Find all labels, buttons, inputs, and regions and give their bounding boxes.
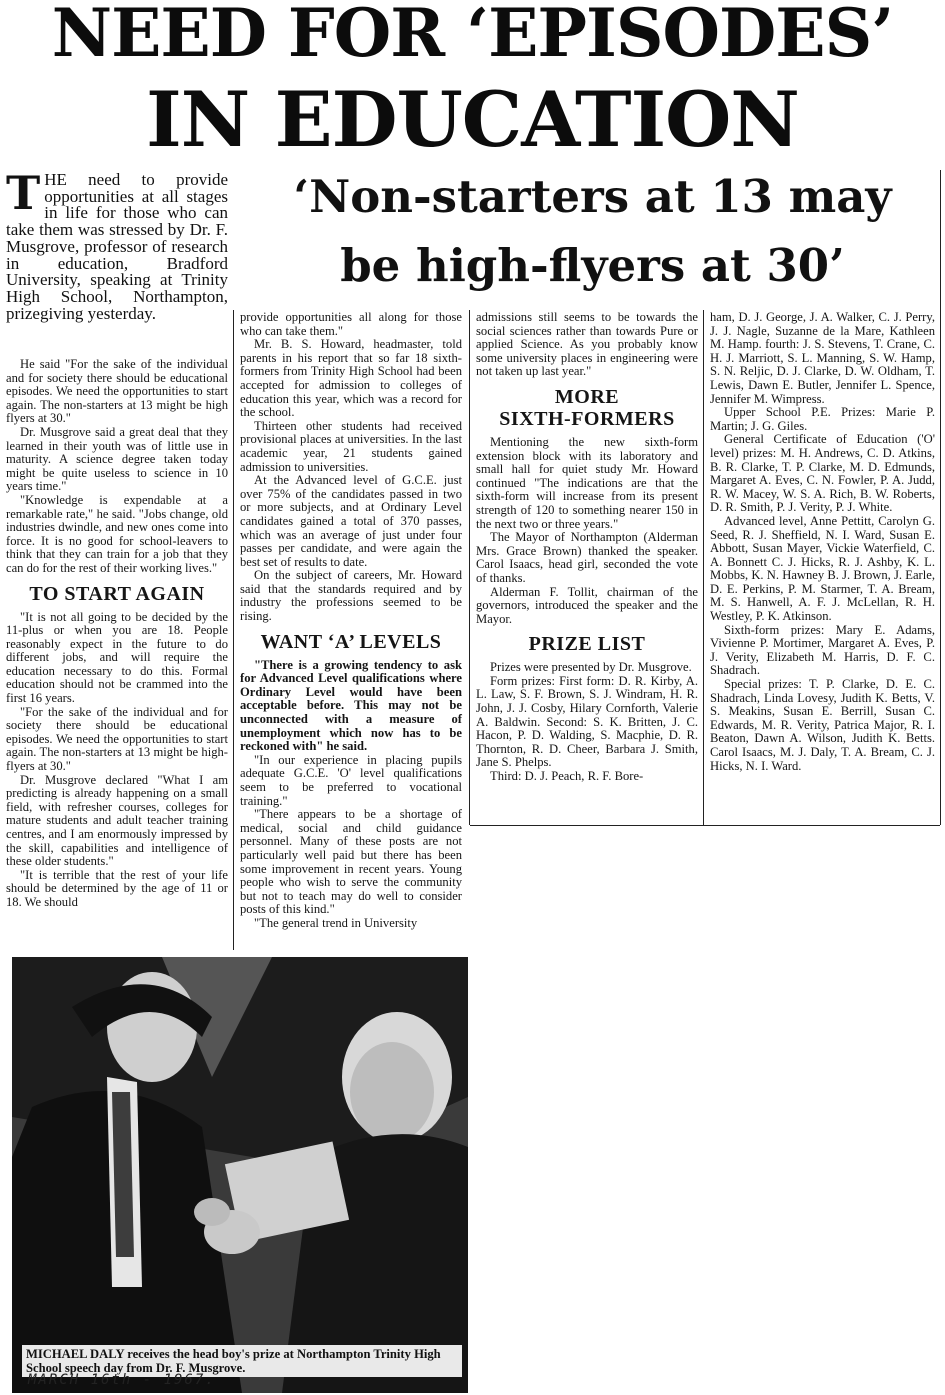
- photo-caption: MICHAEL DALY receives the head boy's prize at Northampton Trinity High School speech day from Dr. F. Musgrove.: [22, 1345, 462, 1377]
- news-photo: [12, 957, 468, 1393]
- handwritten-date: MARCH 16th - 1967.: [28, 1372, 216, 1388]
- headline-line-1: NEED FOR ‘EPISODES’: [51, 0, 894, 72]
- headline-line-2: IN EDUCATION: [146, 75, 799, 164]
- subheadline-line-2: be high-flyers at 30’: [340, 239, 845, 292]
- lead-paragraph: [6, 166, 228, 323]
- paragraph: Advanced level, Anne Pettitt, Carolyn G. Seed, R. J. Sheffield, N. I. Ward, Susan E. Abbott, Susan Mayer, Vickie Waterfield, C. A. Bonnett C. J. Hicks, R. J. Ashby, K. L. Mobbs, K. N. Hawney B. J. Brown, J. Earle, D. E. Perkins, P. M. Starmer, T. A. Bream, M. S. Hanwell, A. F. J. McLellan, R. H. Westley, P. K. Atkinson.: [710, 513, 935, 624]
- section-heading: WANT ‘A’ LEVELS: [260, 630, 442, 653]
- paragraph: Dr. Musgrove declared "What I am predicting is already happening on a small field, with refresher courses, colleges for mature students and adult teacher training centres, and I am enormously impressed by the skill, capabilities and intelligence of these older students.": [6, 772, 228, 869]
- paragraph: He said "For the sake of the individual and for society there should be educational episodes. We need the opportunities to start again. The non-starters at 13 might be high flyers at 30.": [6, 357, 228, 426]
- section-heading: SIXTH-FORMERS: [499, 407, 675, 430]
- section-heading: TO START AGAIN: [29, 582, 205, 605]
- column-rule: [233, 310, 234, 950]
- section-heading: MORE: [554, 385, 620, 408]
- section-heading: PRIZE LIST: [528, 633, 646, 656]
- photo-illustration: [12, 957, 468, 1393]
- paragraph: "In our experience in placing pupils adequate G.C.E. 'O' level qualifications seem to be preferred to vocational training.": [240, 752, 462, 808]
- article-column-4: [710, 311, 935, 773]
- column-rule: [940, 170, 941, 825]
- paragraph: "For the sake of the individual and for society there should be educational episodes. We need the opportunities to start again. The non-starters at 13 might be high-flyers at 30.": [6, 704, 228, 774]
- paragraph: "It is terrible that the rest of your life should be determined by the age of 11 or 18. We should: [6, 867, 228, 909]
- paragraph: "The general trend in University: [254, 915, 418, 930]
- paragraph: Prizes were presented by Dr. Musgrove.: [490, 660, 692, 675]
- article-column-2: [240, 311, 462, 931]
- article-column-3: [476, 311, 698, 784]
- paragraph: Mentioning the new sixth-form extension block with its laboratory and small hall for quiet study Mr. Howard continued "The indications are that the sixth-form will increase from its present strength of 120 to something nearer 150 in the next two or three years.": [476, 434, 698, 531]
- paragraph: On the subject of careers, Mr. Howard said that the standards required and by industry the professions seemed to be rising.: [240, 568, 462, 624]
- paragraph: Sixth-form prizes: Mary E. Adams, Vivienne P. Mortimer, Margaret A. Eves, P. J. Verity, Elizabeth M. Harris, D. F. C. Shadrach.: [710, 622, 935, 678]
- paragraph: Third: D. J. Peach, R. F. Bore-: [490, 769, 644, 784]
- paragraph: The Mayor of Northampton (Alderman Mrs. Grace Brown) thanked the speaker. Carol Isaacs, head girl, seconded the vote of thanks.: [476, 530, 698, 585]
- subheadline-line-1: ‘Non-starters at 13 may: [293, 170, 892, 223]
- paragraph: Thirteen other students had received provisional places at universities. In the last academic year, 21 students gained admission to universities.: [240, 418, 462, 474]
- paragraph: ham, D. J. George, J. A. Walker, C. J. Perry, J. J. Nagle, Suzanne de la Mare, Kathleen M. Hamp. fourth: J. S. Stevens, T. Crane, C. H. J. Marriott, S. L. Manning, S. W. Hamp, S. N. Reljic, D. J. Clarke, D. W. Oldham, T. Lewis, Dawn E. Butler, Jennifer L. Spence, Jennifer M. Wimpress.: [710, 310, 935, 406]
- paragraph: admissions still seems to be towards the social sciences rather than towards Pure or applied Science. As you probably know some university places in engineering were not taken up last year.": [476, 310, 698, 379]
- column-rule: [703, 310, 704, 825]
- article-column-1: [6, 358, 228, 910]
- column-rule: [469, 310, 470, 825]
- paragraph: General Certificate of Education ('O' level) prizes: M. H. Andrews, C. D. Atkins, B. R. Clarke, T. P. Clarke, M. D. Edmunds, Margaret A. Eves, C. N. Fowler, P. A. Judd, R. W. Macey, W. S. A. Rich, B. W. Roberts, D. R. Smith, P. J. Verity, P. J. White.: [710, 432, 935, 515]
- paragraph: Upper School P.E. Prizes: Marie P. Martin; J. G. Giles.: [710, 405, 935, 433]
- section-rule: [470, 825, 940, 826]
- paragraph: "It is not all going to be decided by the 11-plus or when you are 18. People reasonably expect in the future to do different jobs, and will require the education necessary to do this. Formal education should not be crammed into the first 16 years.: [6, 609, 228, 706]
- lead-text: HE need to provide opportunities at all stages in life for those who can take them was stressed by Dr. F. Musgrove, professor of research in education, Bradford University, speaking at Trinity High School, Northampton, prizegiving yesterday.: [6, 170, 228, 323]
- paragraph: Dr. Musgrove said a great deal that they learned in their youth was of little use in maturity. A science degree taken today might be quite useless to science in 10 years time.": [6, 424, 228, 494]
- paragraph: provide opportunities all along for those who can take them.": [240, 310, 462, 338]
- paragraph: Mr. B. S. Howard, headmaster, told parents in his report that so far 18 sixth-formers from Trinity High School had been accepted for admission to colleges of education this year, which was a record for the school.: [240, 337, 462, 420]
- paragraph: "There appears to be a shortage of medical, social and child guidance personnel. Many of these posts are not particularly well paid but there has been some improvement in recent years. Young people who wish to serve the community but not to teach may do well to consider posts of this kind.": [240, 807, 462, 917]
- paragraph: "Knowledge is expendable at a remarkable rate," he said. "Jobs change, old industries dwindle, and new ones come into force. It is no good for school-leavers to think that they can train for a job that they can do for the rest of their working lives.": [6, 492, 228, 575]
- bold-quote-paragraph: "There is a growing tendency to ask for Advanced Level qualifications where Ordinary Level would have been acceptable before. This may not be unconnected with a measure of unemployment which now has to be reckoned with" he said.: [240, 657, 462, 754]
- drop-cap: T: [6, 166, 41, 220]
- paragraph: At the Advanced level of G.C.E. just over 75% of the candidates passed in two or more subjects, and at Ordinary Level candidates gained a total of 370 passes, which was an average of just under four passes per candidate, and were again the best set of results to date.: [240, 473, 462, 569]
- paragraph: Alderman F. Tollit, chairman of the governors, introduced the speaker and the Mayor.: [476, 584, 698, 626]
- paragraph: Special prizes: T. P. Clarke, D. E. C. Shadrach, Linda Lovesy, Judith K. Betts, V. S. Meakins, Susan E. Berrill, Susan C. Edwards, M. R. Verity, Patrica Major, R. I. Beaton, Dawn A. Wilson, Judith K. Betts. Carol Isaacs, M. J. Daly, T. A. Bream, C. J. Hicks, N. I. Ward.: [710, 677, 935, 773]
- paragraph: Form prizes: First form: D. R. Kirby, A. L. Law, S. F. Brown, S. J. Windram, H. R. John, J. J. Cosby, Hilary Cornforth, Valerie A. Baldwin. Second: S. K. Britten, J. C. Hacon, P. D. Walding, S. Macphie, D. R. Thornton, R. D. Cheer, Barbara J. Smith, Jane S. Phelps.: [476, 673, 698, 770]
